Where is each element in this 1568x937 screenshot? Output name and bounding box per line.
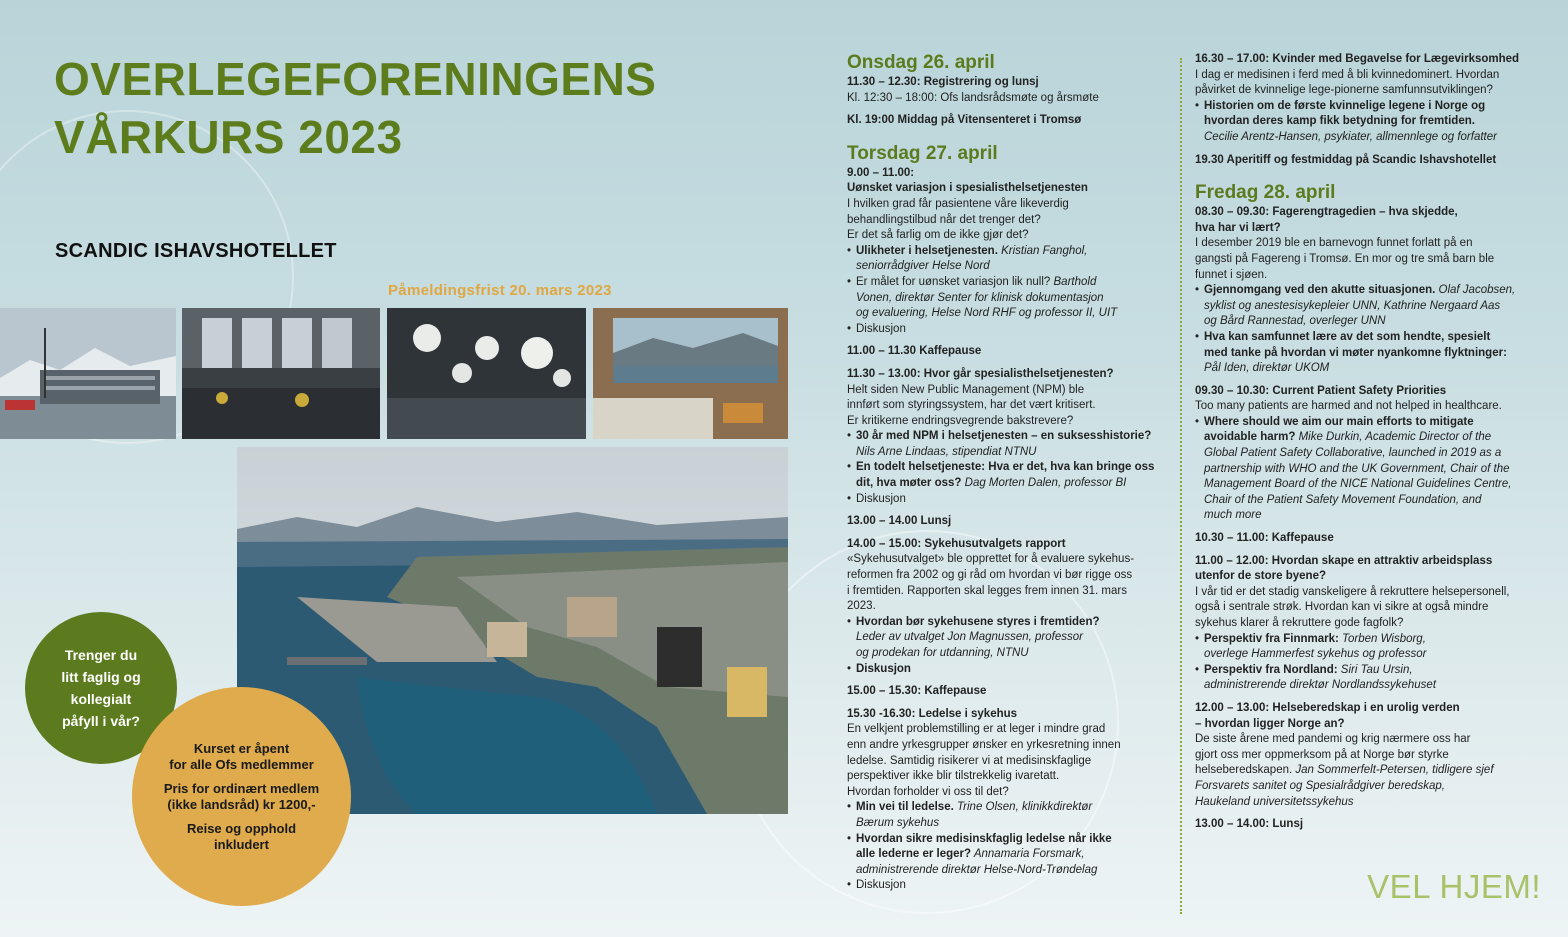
speaker-role: seniorrådgiver Helse Nord xyxy=(856,260,990,273)
talk-title: hvordan deres kamp fikk betydning for fremtiden. xyxy=(1204,115,1475,128)
title-line-2: VÅRKURS 2023 xyxy=(54,111,403,163)
talk-title: Historien om de første kvinnelige legene i Norge og xyxy=(1204,99,1486,112)
promo-green-line-2: litt faglig og xyxy=(61,669,141,685)
speaker-name: Trine Olsen, klinikkdirektør xyxy=(953,801,1093,814)
session-desc-line: også i sentrale strøk. Hvordan kan vi sikre at også mindre xyxy=(1195,601,1489,614)
talk-title: alle lederne er leger? xyxy=(856,848,972,861)
promo-price xyxy=(164,781,319,813)
talk-title: dit, hva møter oss? xyxy=(856,477,962,490)
session-title: 09.30 – 10.30: Current Patient Safety Priorities xyxy=(1195,384,1447,397)
promo-travel-included xyxy=(187,821,296,853)
session-desc-line: behandlingstilbud når det trenger det? xyxy=(847,213,1041,226)
speaker-role: Management Board of the NICE National Guidelines Centre, xyxy=(1204,478,1512,491)
list-item xyxy=(847,832,1169,879)
discussion: Diskusjon xyxy=(856,492,906,505)
thu-coffee-break-2: 15.00 – 15.30: Kaffepause xyxy=(847,685,987,698)
talk-title: Min vei til ledelse. xyxy=(856,801,954,814)
day-heading-thursday: Torsdag 27. april xyxy=(847,142,998,164)
session-desc-line: ledelse. Samtidig risikerer vi at medisinskfaglige xyxy=(847,754,1092,767)
session-desc-line: En velkjent problemstilling er at leger i mindre grad xyxy=(847,723,1106,736)
session-title: 11.30 – 13.00: Hvor går spesialisthelsetjenesten? xyxy=(847,367,1114,380)
speaker-role: Cecilie Arentz-Hansen, psykiater, allmennlege og forfatter xyxy=(1204,130,1497,143)
photo-hotel-exterior xyxy=(0,308,176,439)
fri-coffee-break: 10.30 – 11.00: Kaffepause xyxy=(1195,532,1334,545)
discussion: Diskusjon xyxy=(856,322,906,335)
list-item xyxy=(847,275,1169,322)
fri-session-patient-safety xyxy=(1195,384,1545,524)
farewell-text: VEL HJEM! xyxy=(1367,868,1541,905)
speaker-role: Bærum sykehus xyxy=(856,816,940,829)
list-item xyxy=(847,662,1169,678)
session-title: 12.00 – 13.00: Helseberedskap i en urolig verden xyxy=(1195,701,1460,714)
list-item xyxy=(847,244,1169,275)
promo-green-line-4: påfyll i vår? xyxy=(62,713,140,729)
speaker-name: Kristian Fanghol, xyxy=(997,244,1088,257)
thu-session-leadership xyxy=(847,707,1169,894)
promo-gold-line-6: inkludert xyxy=(214,836,269,852)
session-desc-line: Er det så farlig om de ikke gjør det? xyxy=(847,229,1029,242)
session-title: hva har vi lært? xyxy=(1195,221,1281,234)
session-title: utenfor de store byene? xyxy=(1195,570,1326,583)
promo-gold-line-1: Kurset er åpent xyxy=(193,740,290,756)
session-title: 11.00 – 12.00: Hvordan skape en attraktiv arbeidsplass xyxy=(1195,554,1493,567)
talk-title: Ulikheter i helsetjenesten. xyxy=(856,244,998,257)
day-heading-wednesday: Onsdag 26. april xyxy=(847,52,995,73)
speaker-role: administrerende direktør Helse-Nord-Trøndelag xyxy=(856,863,1098,876)
speaker-name: Barthold xyxy=(1050,275,1097,288)
thu-session-hospital-committee xyxy=(847,537,1169,677)
program-column-left xyxy=(847,52,1169,901)
session-desc-line: I hvilken grad får pasientene våre likeverdig xyxy=(847,197,1069,210)
venue-subtitle: SCANDIC ISHAVSHOTELLET xyxy=(55,240,337,262)
day-heading-friday: Fredag 28. april xyxy=(1195,182,1336,204)
talk-title: avoidable harm? xyxy=(1204,431,1296,444)
speaker-role: og evaluering, Helse Nord RHF og professor II, UIT xyxy=(856,307,1118,320)
list-item xyxy=(1195,663,1545,694)
list-item xyxy=(1195,283,1545,330)
session-desc-line: perspektiver ikke blir tilstrekkelig ivaretatt. xyxy=(847,770,1060,783)
speaker-list xyxy=(847,800,1169,894)
speaker-list xyxy=(847,615,1169,677)
session-desc-line: Hvordan forholder vi oss til det? xyxy=(847,785,1009,798)
speaker-role: Chair of the Patient Safety Movement Foundation, and xyxy=(1204,493,1482,506)
talk-title: Hvordan bør sykehusene styres i fremtiden? xyxy=(856,615,1100,628)
promo-circle-gold xyxy=(132,687,351,906)
wed-dinner: Kl. 19:00 Middag på Vitensenteret i Tromsø xyxy=(847,114,1082,127)
list-item xyxy=(847,615,1169,662)
speaker-list xyxy=(1195,632,1545,694)
speaker-name: Dag Morten Dalen, professor BI xyxy=(961,477,1127,490)
promo-green-line-1: Trenger du xyxy=(64,647,138,663)
promo-green-line-3: kollegialt xyxy=(70,691,132,707)
talk-title: Hva kan samfunnet lære av det som hendte, spesielt xyxy=(1204,330,1491,343)
session-desc-line: De siste årene med pandemi og krig nærmere oss har xyxy=(1195,733,1471,746)
speaker-role: Haukeland universitetssykehus xyxy=(1195,795,1354,808)
session-desc-line: gjort oss mer oppmerksom på at Norge bør styrke xyxy=(1195,748,1449,761)
session-desc-line: Er kritikerne endringsvegrende bakstrevere? xyxy=(847,414,1074,427)
wed-annual-meeting: Kl. 12:30 – 18:00: Ofs landsrådsmøte og årsmøte xyxy=(847,91,1099,104)
speaker-role: overlege Hammerfest sykehus og professor xyxy=(1204,648,1427,661)
speaker-role: syklist og anestesisykepleier UNN, Kathrine Nergaard Aas xyxy=(1204,299,1501,312)
speaker-list xyxy=(1195,415,1545,524)
session-desc-line: «Sykehusutvalget» ble opprettet for å evaluere sykehus- xyxy=(847,553,1135,566)
session-desc-line: Too many patients are harmed and not helped in healthcare. xyxy=(1195,400,1502,413)
list-item xyxy=(847,460,1169,491)
desc-text: helseberedskapen. xyxy=(1195,764,1293,777)
photo-hotel-restaurant xyxy=(387,308,586,439)
speaker-role: administrerende direktør Nordlandssykehuset xyxy=(1204,679,1437,692)
speaker-role: Pål Iden, direktør UKOM xyxy=(1204,362,1330,375)
session-desc-line: Helt siden New Public Management (NPM) ble xyxy=(847,383,1085,396)
thu-coffee-break-1: 11.00 – 11.30 Kaffepause xyxy=(847,345,982,358)
talk-title: 30 år med NPM i helsetjenesten – en suksesshistorie? xyxy=(856,430,1152,443)
speaker-role: og prodekan for utdanning, NTNU xyxy=(856,647,1029,659)
session-title: 08.30 – 09.30: Fagerengtragedien – hva skjedde, xyxy=(1195,206,1458,219)
list-item xyxy=(847,492,1169,508)
promo-gold-line-5: Reise og opphold xyxy=(186,820,297,836)
fri-session-preparedness xyxy=(1195,701,1545,810)
talk-title: Hvordan sikre medisinskfaglig ledelse når ikke xyxy=(856,832,1112,845)
list-item xyxy=(1195,632,1545,663)
session-desc-line: 2023. xyxy=(847,600,876,613)
thu-session-women xyxy=(1195,52,1545,146)
speaker-role: partnership with WHO and the UK Government, Chair of the xyxy=(1204,462,1510,475)
speaker-name: Olaf Jacobsen, xyxy=(1435,284,1516,297)
session-title: – hvordan ligger Norge an? xyxy=(1195,717,1345,730)
speaker-name: Mike Durkin, Academic Director of the xyxy=(1295,431,1492,444)
session-title: 16.30 – 17.00: Kvinder med Begavelse for Lægevirksomhed xyxy=(1195,53,1520,65)
session-time: 9.00 – 11.00: xyxy=(847,166,915,179)
thu-session-variation xyxy=(847,166,1169,338)
session-desc-line: sykehus klarer å rekruttere gode fagfolk? xyxy=(1195,617,1404,629)
promo-open-for-members xyxy=(169,741,314,773)
session-title: 14.00 – 15.00: Sykehusutvalgets rapport xyxy=(847,537,1066,550)
session-title: Uønsket variasjon i spesialisthelsetjenesten xyxy=(847,182,1088,195)
session-desc-line: gangsti på Fagereng i Tromsø. En mor og tre små barn ble xyxy=(1195,252,1495,265)
list-item xyxy=(847,878,1169,894)
speaker-list xyxy=(1195,283,1545,377)
speaker-role: much more xyxy=(1204,509,1262,522)
promo-gold-line-3: Pris for ordinært medlem xyxy=(163,780,320,796)
speaker-list xyxy=(847,429,1169,507)
talk-title: med tanke på hvordan vi møter nyankomne flyktninger: xyxy=(1204,346,1507,359)
list-item xyxy=(847,429,1169,460)
speaker-name: Torben Wisborg, xyxy=(1338,632,1426,645)
session-desc-line: I dag er medisinen i ferd med å bli kvinnedominert. Hvordan xyxy=(1195,68,1500,81)
talk-title: Perspektiv fra Finnmark: xyxy=(1204,632,1339,645)
speaker-role: Vonen, direktør Senter for klinisk dokumentasjon xyxy=(856,291,1104,304)
session-desc-line: reformen fra 2002 og gi råd om hvordan vi bør rigge oss xyxy=(847,569,1133,582)
session-desc-line xyxy=(1195,763,1545,779)
talk-title: Er målet for uønsket variasjon lik null? xyxy=(856,275,1051,288)
discussion: Diskusjon xyxy=(856,879,906,892)
wed-registration: 11.30 – 12.30: Registrering og lunsj xyxy=(847,76,1039,88)
fri-session-workplace xyxy=(1195,554,1545,694)
speaker-list xyxy=(1195,99,1545,146)
session-desc-line: enn andre yrkesgrupper ønsker en yrkesretning innen xyxy=(847,738,1121,751)
fri-session-fagereng xyxy=(1195,205,1545,377)
photo-hotel-lounge xyxy=(182,308,380,439)
speaker-role: Forsvarets sanitet og Spesialrådgiver beredskap, xyxy=(1195,779,1445,792)
session-desc-line: I vår tid er det stadig vanskeligere å rekruttere helsepersonell, xyxy=(1195,585,1510,598)
list-item xyxy=(1195,99,1545,146)
fri-lunch: 13.00 – 14.00: Lunsj xyxy=(1195,818,1304,831)
session-desc-line: i fremtiden. Rapporten skal legges frem innen 31. mars xyxy=(847,584,1127,597)
list-item xyxy=(847,322,1169,338)
session-desc-line: innført som styringssystem, har det vært kritisert. xyxy=(847,399,1096,412)
talk-title: Where should we aim our main efforts to mitigate xyxy=(1204,415,1474,428)
column-divider xyxy=(1180,58,1182,914)
speaker-list xyxy=(847,244,1169,338)
talk-title: En todelt helsetjeneste: Hva er det, hva kan bringe oss xyxy=(856,461,1155,474)
session-desc-line: I desember 2019 ble en barnevogn funnet forlatt på en xyxy=(1195,237,1473,250)
thu-lunch: 13.00 – 14.00 Lunsj xyxy=(847,515,952,528)
list-item xyxy=(847,800,1169,831)
speaker-role: og Bård Rannestad, overleger UNN xyxy=(1204,315,1386,328)
speaker-role: Global Patient Safety Collaborative, launched in 2019 as a xyxy=(1204,447,1502,460)
list-item xyxy=(1195,330,1545,377)
promo-gold-line-4: (ikke landsråd) kr 1200,- xyxy=(167,796,316,812)
speaker-name: Jan Sommerfelt-Petersen, tidligere sjef xyxy=(1292,764,1494,777)
registration-deadline: Påmeldingsfrist 20. mars 2023 xyxy=(388,282,612,299)
discussion: Diskusjon xyxy=(856,662,911,675)
speaker-role: Leder av utvalget Jon Magnussen, professor xyxy=(856,631,1083,644)
speaker-name: Annamaria Forsmark, xyxy=(971,848,1085,861)
page-title xyxy=(54,50,656,166)
session-desc-line: påvirket de kvinnelige lege-pionerne samfunnsutviklingen? xyxy=(1195,84,1493,97)
thu-festive-dinner: 19.30 Aperitiff og festmiddag på Scandic Ishavshotellet xyxy=(1195,153,1497,166)
speaker-role: Nils Arne Lindaas, stipendiat NTNU xyxy=(856,445,1037,458)
talk-title: Perspektiv fra Nordland: xyxy=(1204,663,1338,676)
session-title: 15.30 -16.30: Ledelse i sykehus xyxy=(847,707,1018,720)
photo-hotel-room xyxy=(593,308,788,439)
speaker-name: Siri Tau Ursin, xyxy=(1337,663,1413,676)
title-line-1: OVERLEGEFORENINGENS xyxy=(54,53,657,105)
session-desc-line: funnet i sjøen. xyxy=(1195,268,1268,281)
thu-session-specialist xyxy=(847,367,1169,507)
list-item xyxy=(1195,415,1545,524)
promo-gold-line-2: for alle Ofs medlemmer xyxy=(169,756,314,772)
program-column-right xyxy=(1195,52,1545,840)
talk-title: Gjennomgang ved den akutte situasjonen. xyxy=(1204,284,1436,297)
